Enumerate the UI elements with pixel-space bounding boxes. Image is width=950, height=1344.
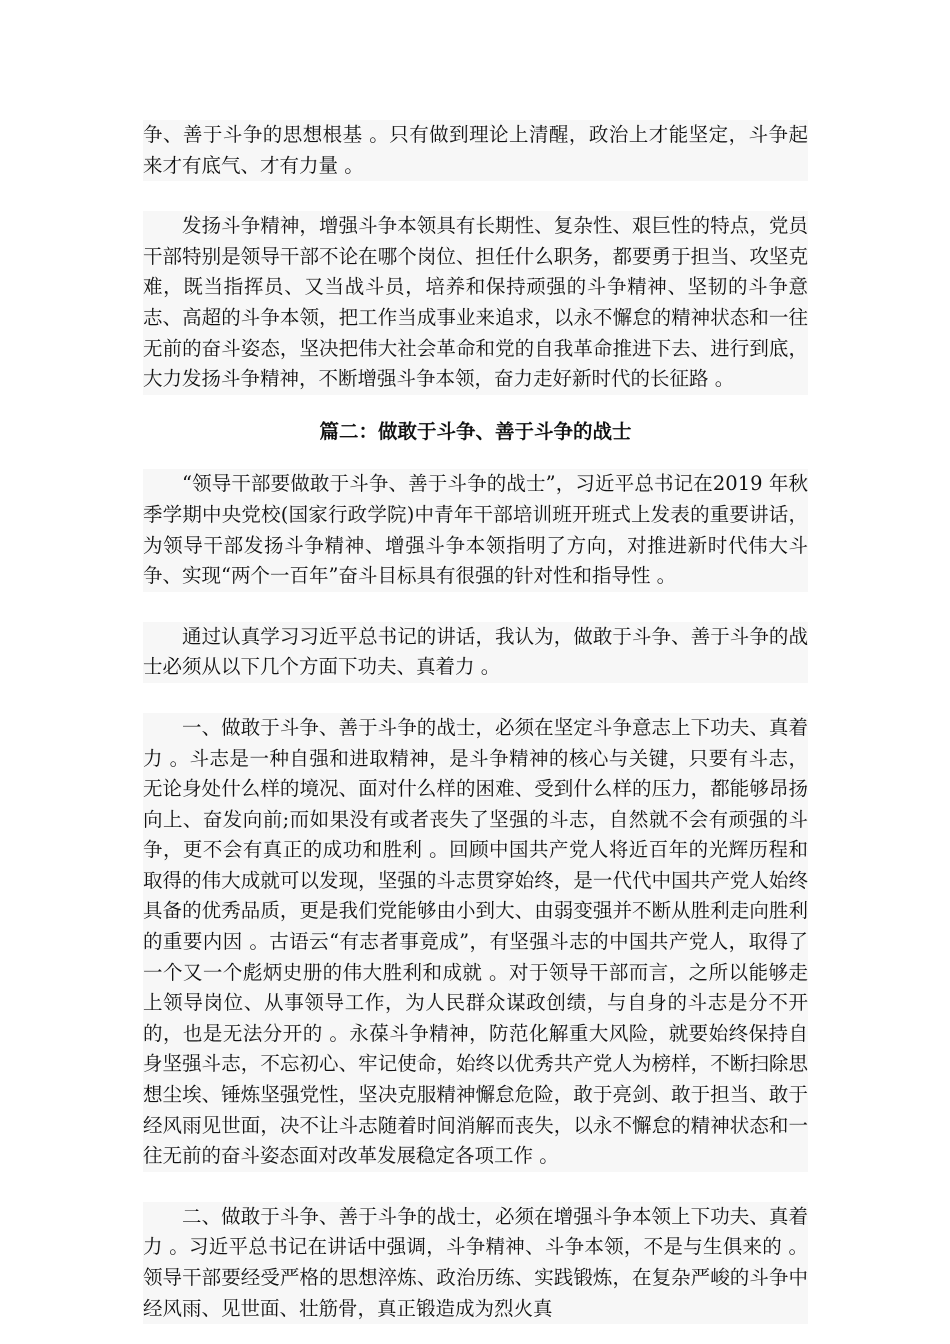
paragraph-point-one: 一、做敢于斗争、善于斗争的战士，必须在坚定斗争意志上下功夫、真着力 。斗志是一种自强和进取精神，是斗争精神的核心与关键，只要有斗志，无论身处什么样的境况、面对什么样的困难、受到什么样的压力，都能够昂扬向上、奋发向前;而如果没有或者丧失了坚强的斗志，自然就不会有顽强的斗争，更不会有真正的成功和胜利 。回顾中国共产党人将近百年的光辉历程和取得的伟大成就可以发现，坚强的斗志贯穿始终，是一代代中国共产党人始终具备的优秀品质，更是我们党能够由小到大、由弱变强并不断从胜利走向胜利的重要内因 。古语云“有志者事竟成”，有坚强斗志的中国共产党人，取得了一个又一个彪炳史册的伟大胜利和成就 。对于领导干部而言，之所以能够走上领导岗位、从事领导工作，为人民群众谋政创绩，与自身的斗志是分不开的，也是无法分开的 。永葆斗争精神，防范化解重大风险，就要始终保持自身坚强斗志，不忘初心、牢记使命，始终以优秀共产党人为榜样，不断扫除思想尘埃、锤炼坚强党性，坚决克服精神懈怠危险，敢于亮剑、敢于担当、敢于经风雨见世面，决不让斗志随着时间消解而丧失，以永不懈怠的精神状态和一往无前的奋斗姿态面对改革发展稳定各项工作 。 <box>143 713 808 1172</box>
paragraph-gap <box>143 592 808 622</box>
paragraph-gap <box>143 683 808 713</box>
paragraph-continued: 争、善于斗争的思想根基 。只有做到理论上清醒，政治上才能坚定，斗争起来才有底气、才有力量 。 <box>143 120 808 181</box>
paragraph-gap <box>143 395 808 417</box>
section-heading: 篇二：做敢于斗争、善于斗争的战士 <box>143 417 808 448</box>
paragraph-intro: “领导干部要做敢于斗争、善于斗争的战士”，习近平总书记在2019 年秋季学期中央党校(国家行政学院)中青年干部培训班开班式上发表的重要讲话，为领导干部发扬斗争精神、增强斗争本领指明了方向，对推进新时代伟大斗争、实现“两个一百年”奋斗目标具有很强的针对性和指导性 。 <box>143 469 808 591</box>
paragraph-gap <box>143 181 808 211</box>
document-body <box>143 120 808 1324</box>
paragraph-gap <box>143 1172 808 1202</box>
paragraph-gap <box>143 447 808 469</box>
paragraph-struggle-spirit: 发扬斗争精神，增强斗争本领具有长期性、复杂性、艰巨性的特点，党员干部特别是领导干部不论在哪个岗位、担任什么职务，都要勇于担当、攻坚克难，既当指挥员、又当战斗员，培养和保持顽强的斗争精神、坚韧的斗争意志、高超的斗争本领，把工作当成事业来追求，以永不懈怠的精神状态和一往无前的奋斗姿态，坚决把伟大社会革命和党的自我革命推进下去、进行到底，大力发扬斗争精神，不断增强斗争本领，奋力走好新时代的长征路 。 <box>143 211 808 395</box>
paragraph-study: 通过认真学习习近平总书记的讲话，我认为，做敢于斗争、善于斗争的战士必须从以下几个方面下功夫、真着力 。 <box>143 622 808 683</box>
paragraph-point-two: 二、做敢于斗争、善于斗争的战士，必须在增强斗争本领上下功夫、真着力 。习近平总书记在讲话中强调，斗争精神、斗争本领，不是与生俱来的 。领导干部要经受严格的思想淬炼、政治历练、实践锻炼，在复杂严峻的斗争中经风雨、见世面、壮筋骨，真正锻造成为烈火真 <box>143 1202 808 1324</box>
